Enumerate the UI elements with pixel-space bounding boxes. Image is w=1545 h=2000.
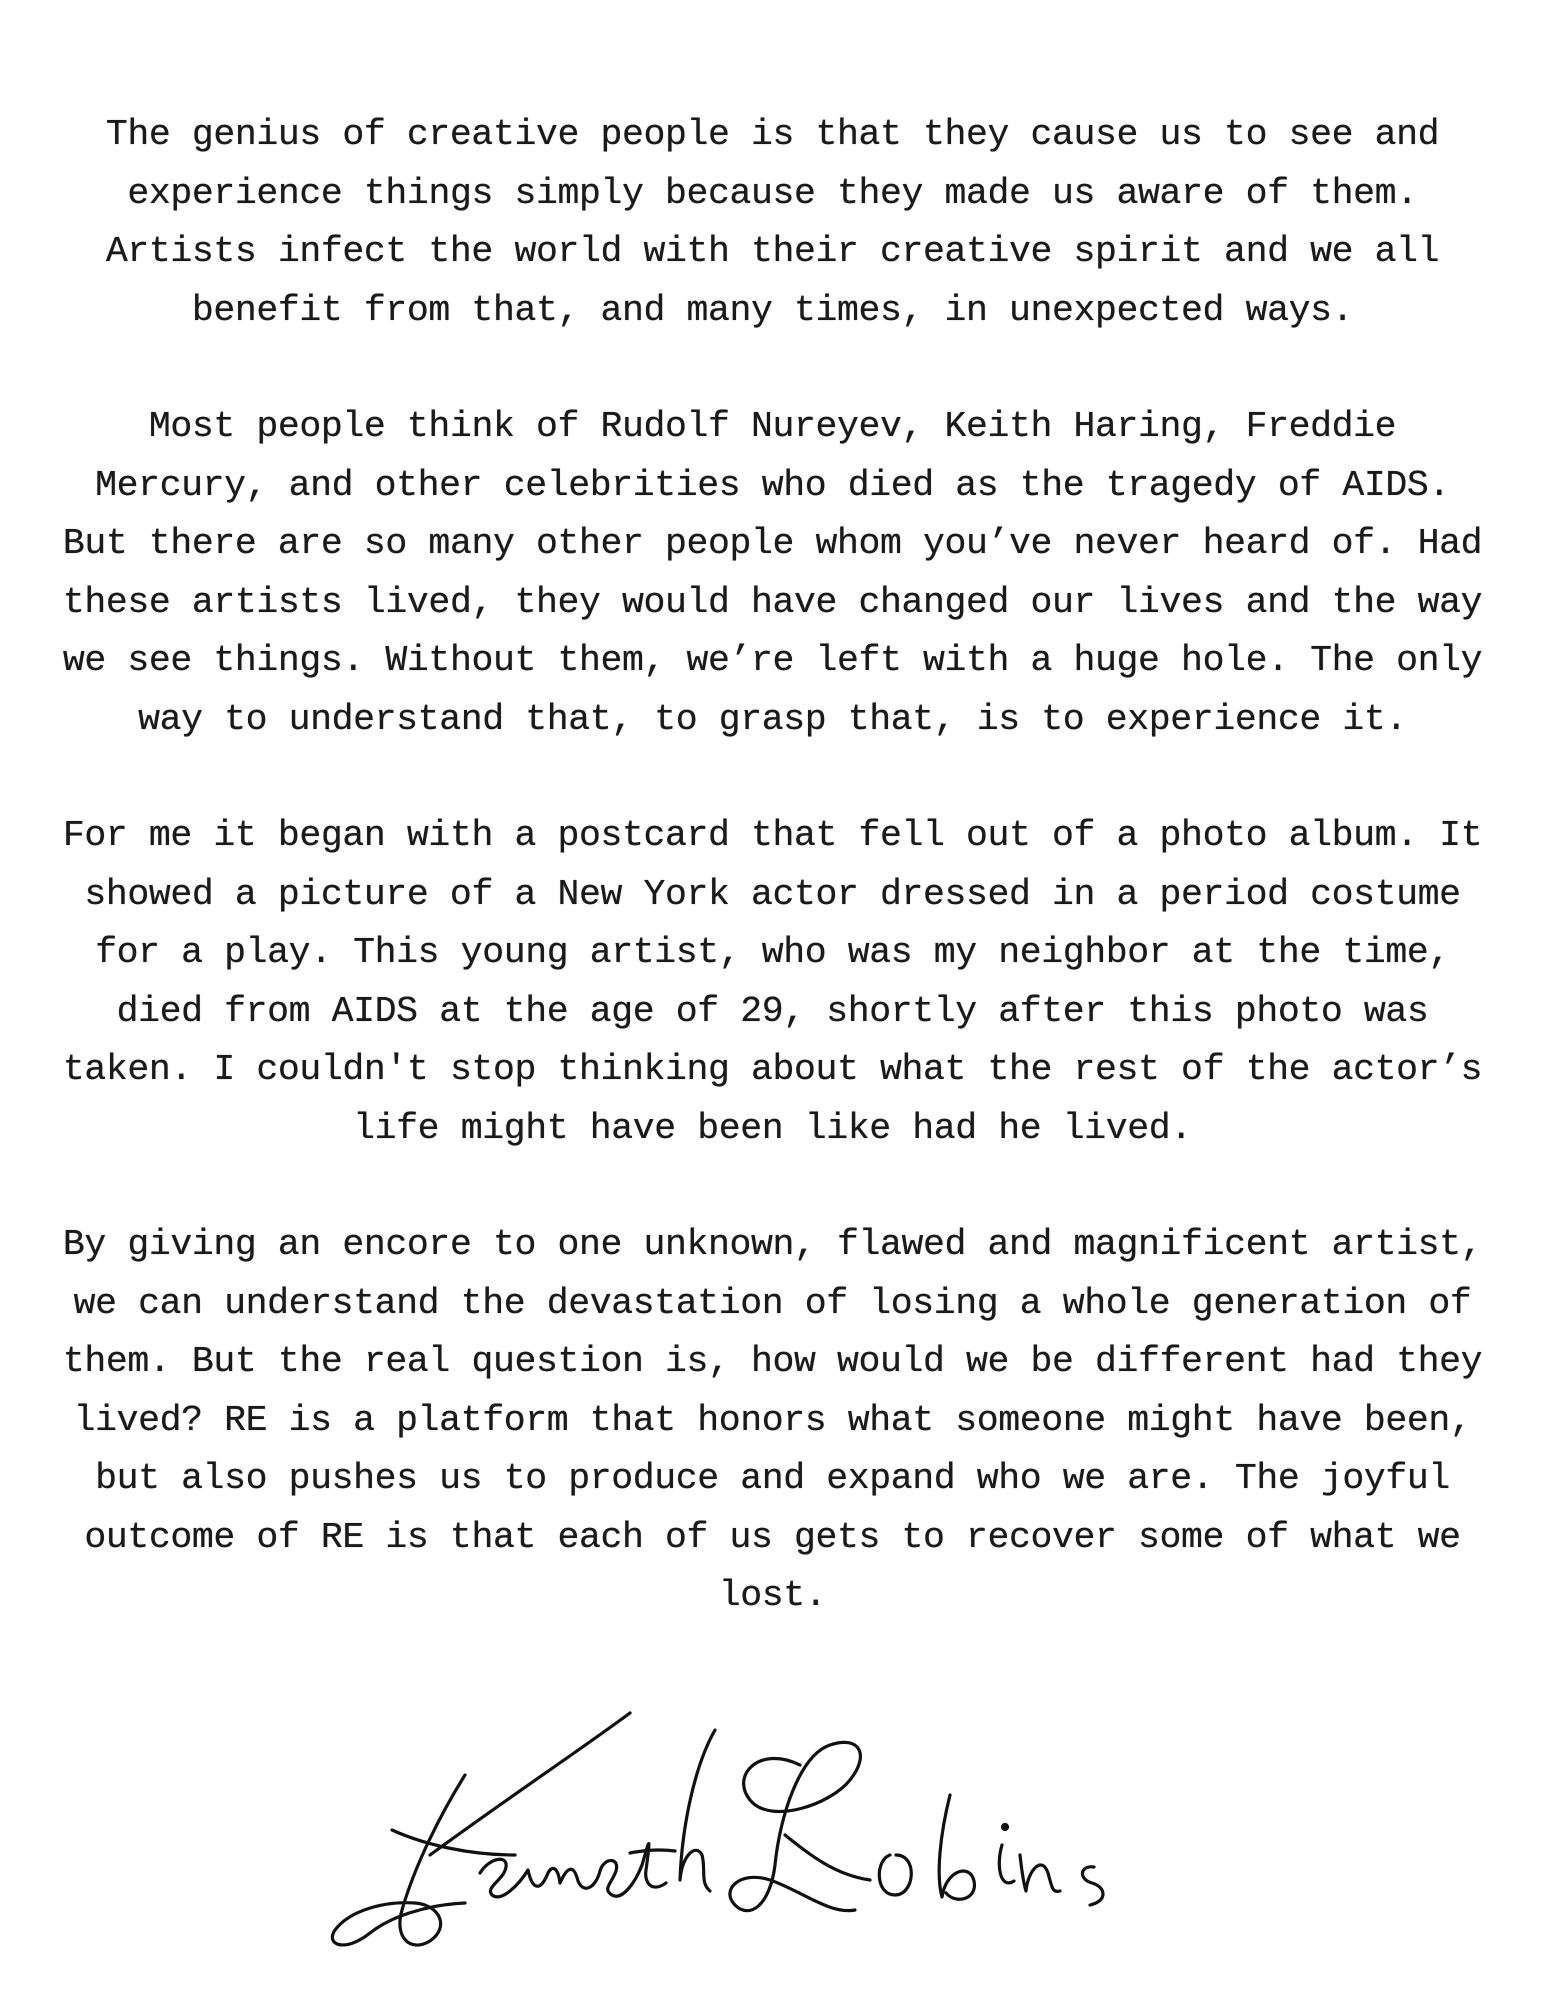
letter-body [60,106,1485,1626]
handwritten-signature [330,1705,1160,1965]
signature-drawing [330,1705,1160,1965]
paragraph-4: By giving an encore to one unknown, flawed and magnificent artist, we can understand the devastation of losing a whole generation of them. But the real question is, how would we be different had they lived? RE is a platform that honors what someone might have been, but also pushes us to produce and expand who we are. The joyful outcome of RE is that each of us gets to recover some of what we lost. [62,1224,1483,1616]
paragraph-2: Most people think of Rudolf Nureyev, Keith Haring, Freddie Mercury, and other celebrities who died as the tragedy of AIDS. But there are so many other people whom you’ve never heard of. Had these artists lived, they would have changed our lives and the way we see things. Without them, we’re left with a huge hole. The only way to understand that, to grasp that, is to experience it. [62,406,1483,740]
paragraph-3: For me it began with a postcard that fell out of a photo album. It showed a picture of a New York actor dressed in a period costume for a play. This young artist, who was my neighbor at the time, died from AIDS at the age of 29, shortly after this photo was taken. I couldn't stop thinking about what the rest of the actor’s life might have been like had he lived. [62,815,1483,1149]
paragraph-1: The genius of creative people is that they cause us to see and experience things simply because they made us aware of them. Artists infect the world with their creative spirit and we all benefit from that, and many times, in unexpected ways. [105,114,1440,331]
